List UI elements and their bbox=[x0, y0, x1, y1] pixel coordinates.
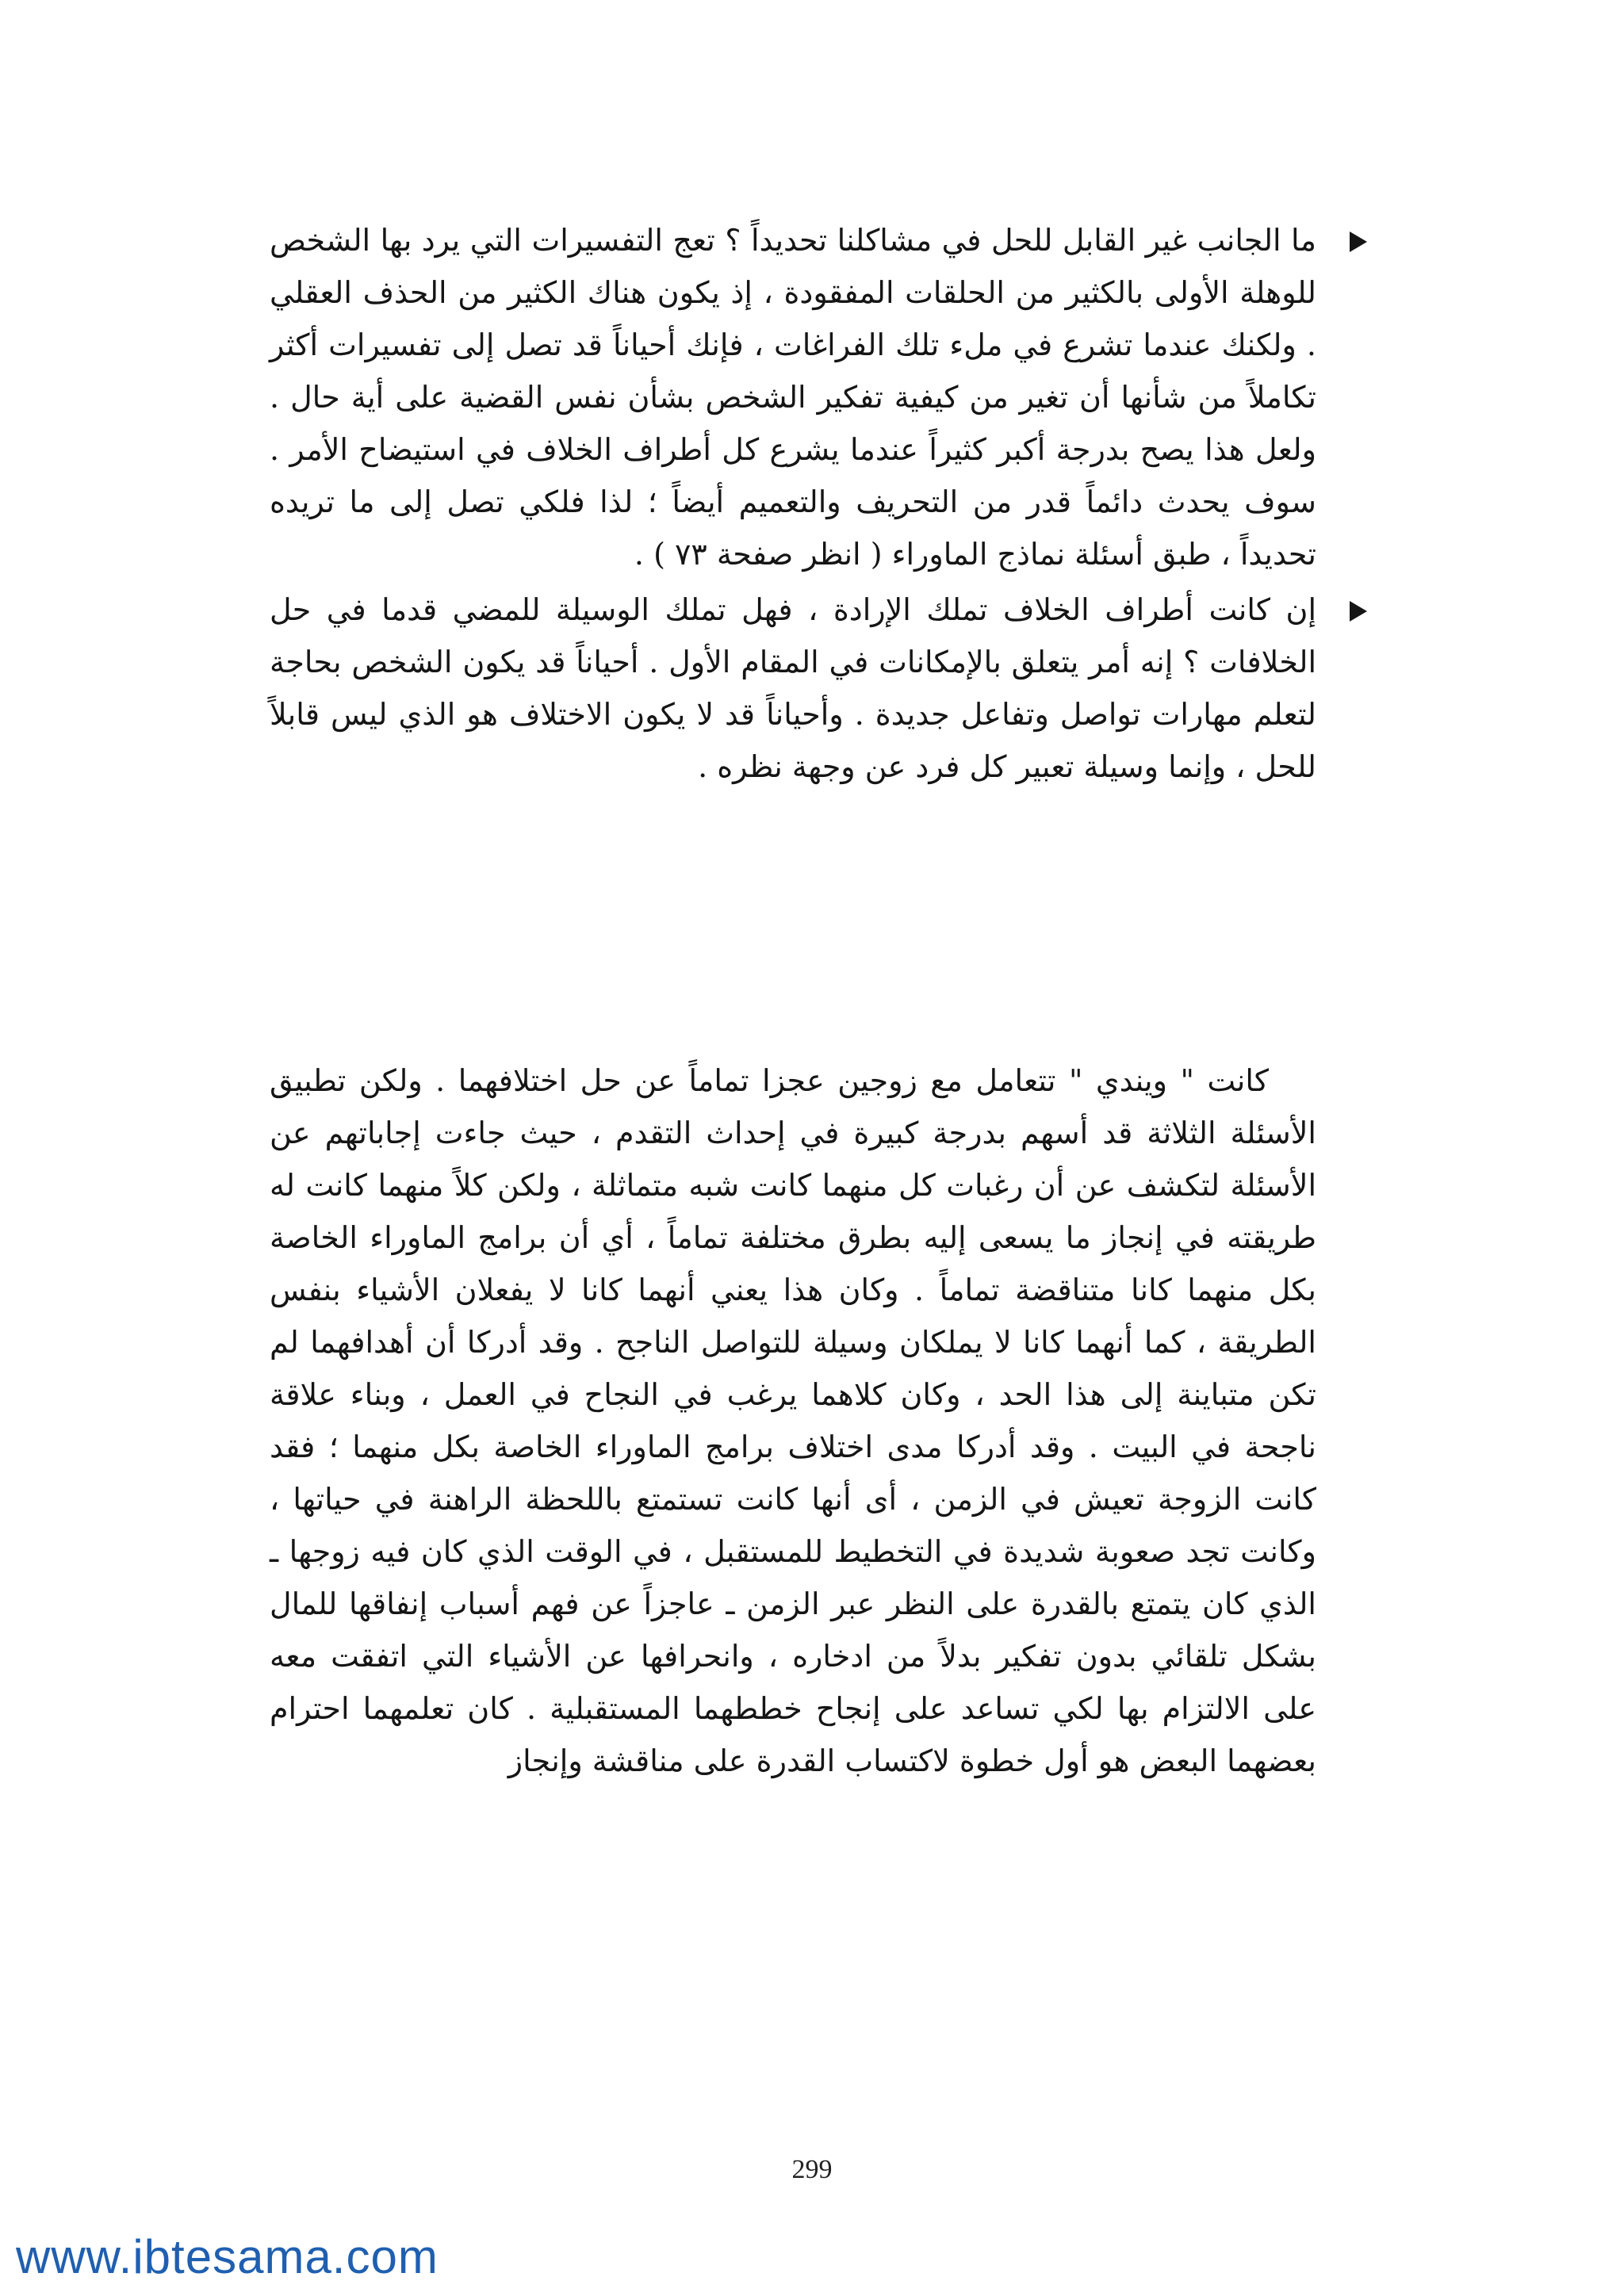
bullet-text-1: ما الجانب غير القابل للحل في مشاكلنا تحديداً ؟ تعج التفسيرات التي يرد بها الشخص للوهلة الأولى بالكثير من الحلقات المفقودة ، إذ يكون هناك الكثير من الحذف العقلي . ولكنك عندما تشرع في ملء تلك الفراغات ، فإنك أحياناً قد تصل إلى تفسيرات أكثر تكاملاً من شأنها أن تغير من كيفية تفكير الشخص بشأن نفس القضية على أية حال . ولعل هذا يصح بدرجة أكبر كثيراً عندما يشرع كل أطراف الخلاف في استيضاح الأمر . سوف يحدث دائماً قدر من التحريف والتعميم أيضاً ؛ لذا فلكي تصل إلى ما تريده تحديداً ، طبق أسئلة نماذج الماوراء ( انظر صفحة ٧٣ ) . bbox=[270, 223, 1316, 572]
triangle-bullet-icon bbox=[1350, 232, 1367, 252]
bullet-item-1 bbox=[270, 214, 1316, 580]
body-paragraph-block bbox=[270, 1054, 1316, 1787]
body-paragraph: كانت " ويندي " تتعامل مع زوجين عجزا تماماً عن حل اختلافهما . ولكن تطبيق الأسئلة الثلاثة قد أسهم بدرجة كبيرة في إحداث التقدم ، حيث جاءت إجاباتهم عن الأسئلة لتكشف عن أن رغبات كل منهما كانت شبه متماثلة ، ولكن كلاً منهما كانت له طريقته في إنجاز ما يسعى إليه بطرق مختلفة تماماً ، أي أن برامج الماوراء الخاصة بكل منهما كانا متناقضة تماماً . وكان هذا يعني أنهما كانا لا يفعلان الأشياء بنفس الطريقة ، كما أنهما كانا لا يملكان وسيلة للتواصل الناجح . وقد أدركا أن أهدافهما لم تكن متباينة إلى هذا الحد ، وكان كلاهما يرغب في النجاح في العمل ، وبناء علاقة ناجحة في البيت . وقد أدركا مدى اختلاف برامج الماوراء الخاصة بكل منهما ؛ فقد كانت الزوجة تعيش في الزمن ، أى أنها كانت تستمتع باللحظة الراهنة في حياتها ، وكانت تجد صعوبة شديدة في التخطيط للمستقبل ، في الوقت الذي كان فيه زوجها ـ الذي كان يتمتع بالقدرة على النظر عبر الزمن ـ عاجزاً عن فهم أسباب إنفاقها للمال بشكل تلقائي بدون تفكير بدلاً من ادخاره ، وانحرافها عن الأشياء التي اتفقت معه على الالتزام بها لكي تساعد على إنجاح خططهما المستقبلية . كان تعلمهما احترام بعضهما البعض هو أول خطوة لاكتساب القدرة على مناقشة وإنجاز bbox=[270, 1063, 1316, 1778]
bullet-text-2: إن كانت أطراف الخلاف تملك الإرادة ، فهل تملك الوسيلة للمضي قدما في حل الخلافات ؟ إنه أمر يتعلق بالإمكانات في المقام الأول . أحياناً قد يكون الشخص بحاجة لتعلم مهارات تواصل وتفاعل جديدة . وأحياناً قد لا يكون الاختلاف هو الذي ليس قابلاً للحل ، وإنما وسيلة تعبير كل فرد عن وجهة نظره . bbox=[270, 592, 1316, 784]
bullet-item-2 bbox=[270, 584, 1316, 793]
triangle-bullet-icon bbox=[1350, 601, 1367, 622]
page-number: 299 bbox=[791, 2155, 833, 2184]
website-watermark: www.ibtesama.com bbox=[16, 2230, 439, 2283]
bullet-list bbox=[270, 214, 1316, 796]
